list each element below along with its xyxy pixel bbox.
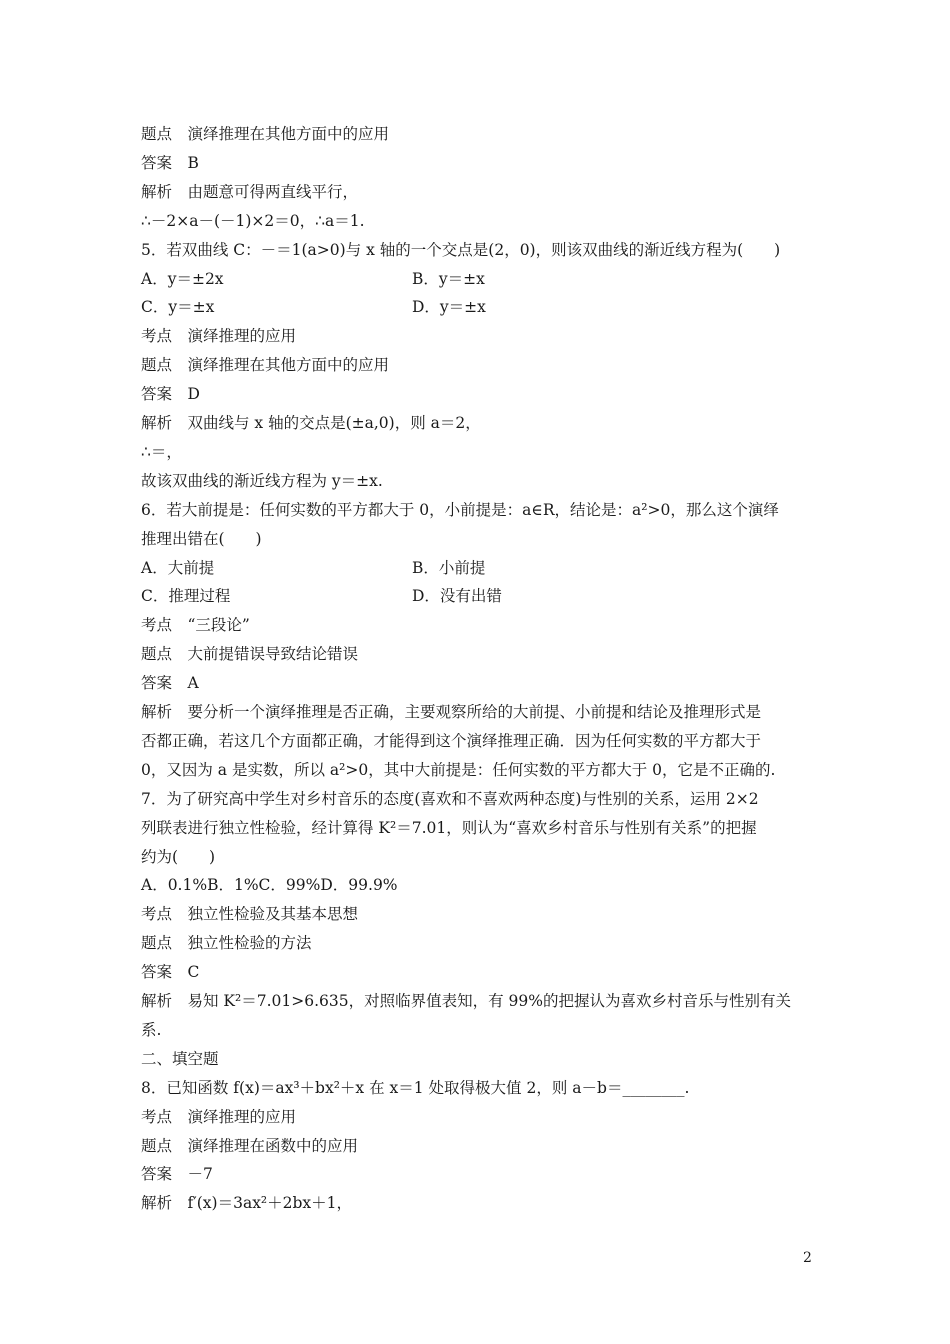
text-line: 解析 双曲线与 x 轴的交点是(±a,0)，则 a＝2， (141, 414, 481, 432)
text-line: 7．为了研究高中学生对乡村音乐的态度(喜欢和不喜欢两种态度)与性别的关系，运用 2×2 (141, 790, 759, 808)
option-right: D．y＝±x (412, 298, 486, 316)
option-left: A．大前提 (141, 559, 215, 577)
text-line: 考点 “三段论” (141, 616, 250, 634)
text-line: 题点 独立性检验的方法 (141, 934, 312, 952)
text-line: 题点 大前提错误导致结论错误 (141, 645, 359, 663)
text-line: 解析 要分析一个演绎推理是否正确，主要观察所给的大前提、小前提和结论及推理形式是 (141, 703, 762, 721)
text-line: 系. (141, 1021, 162, 1039)
text-line: 题点 演绎推理在函数中的应用 (141, 1137, 359, 1155)
text-line: 约为( ) (141, 848, 216, 866)
text-line: 否都正确，若这几个方面都正确，才能得到这个演绎推理正确．因为任何实数的平方都大于 (141, 732, 762, 750)
text-line: 0，又因为 a 是实数，所以 a²>0，其中大前提是：任何实数的平方都大于 0，它是不正确的. (141, 761, 776, 779)
text-line: 答案 D (141, 385, 200, 403)
option-right: B．小前提 (412, 559, 486, 577)
text-line: 答案 B (141, 154, 199, 172)
text-line: 列联表进行独立性检验，经计算得 K²＝7.01，则认为“喜欢乡村音乐与性别有关系”的把握 (141, 819, 757, 837)
option-right: D．没有出错 (412, 587, 502, 605)
text-line: 答案 C (141, 963, 200, 981)
text-line: 考点 演绎推理的应用 (141, 1108, 297, 1126)
text-line: 答案 －7 (141, 1165, 213, 1183)
text-line: 解析 由题意可得两直线平行， (141, 183, 359, 201)
option-right: B．y＝±x (412, 270, 485, 288)
text-line: 解析 易知 K²＝7.01>6.635，对照临界值表知，有 99%的把握认为喜欢乡村音乐与性别有关 (141, 992, 791, 1010)
text-line: 答案 A (141, 674, 199, 692)
text-line: A．0.1%B．1%C．99%D．99.9% (141, 876, 398, 894)
option-left: A．y＝±2x (141, 270, 224, 288)
page-number: 2 (803, 1250, 812, 1266)
option-left: C．推理过程 (141, 587, 231, 605)
text-line: 8．已知函数 f(x)＝ax³＋bx²＋x 在 x＝1 处取得极大值 2，则 a－b＝________. (141, 1079, 690, 1097)
text-line: 题点 演绎推理在其他方面中的应用 (141, 125, 390, 143)
text-line: ∴－2×a－(－1)×2＝0，∴a＝1. (141, 212, 365, 230)
text-line: 解析 f′(x)＝3ax²＋2bx＋1， (141, 1194, 353, 1212)
text-line: 题点 演绎推理在其他方面中的应用 (141, 356, 390, 374)
text-line: 推理出错在( ) (141, 530, 262, 548)
text-line: 考点 独立性检验及其基本思想 (141, 905, 359, 923)
text-line: 6．若大前提是：任何实数的平方都大于 0，小前提是：a∈R，结论是：a²>0，那么这个演绎 (141, 501, 779, 519)
option-left: C．y＝±x (141, 298, 215, 316)
text-line: 5．若双曲线 C：－＝1(a>0)与 x 轴的一个交点是(2，0)，则该双曲线的渐近线方程为( ) (141, 241, 781, 259)
text-line: 二、填空题 (141, 1050, 219, 1068)
text-line: 考点 演绎推理的应用 (141, 327, 297, 345)
text-line: ∴＝， (141, 443, 182, 461)
text-line: 故该双曲线的渐近线方程为 y＝±x. (141, 472, 383, 490)
